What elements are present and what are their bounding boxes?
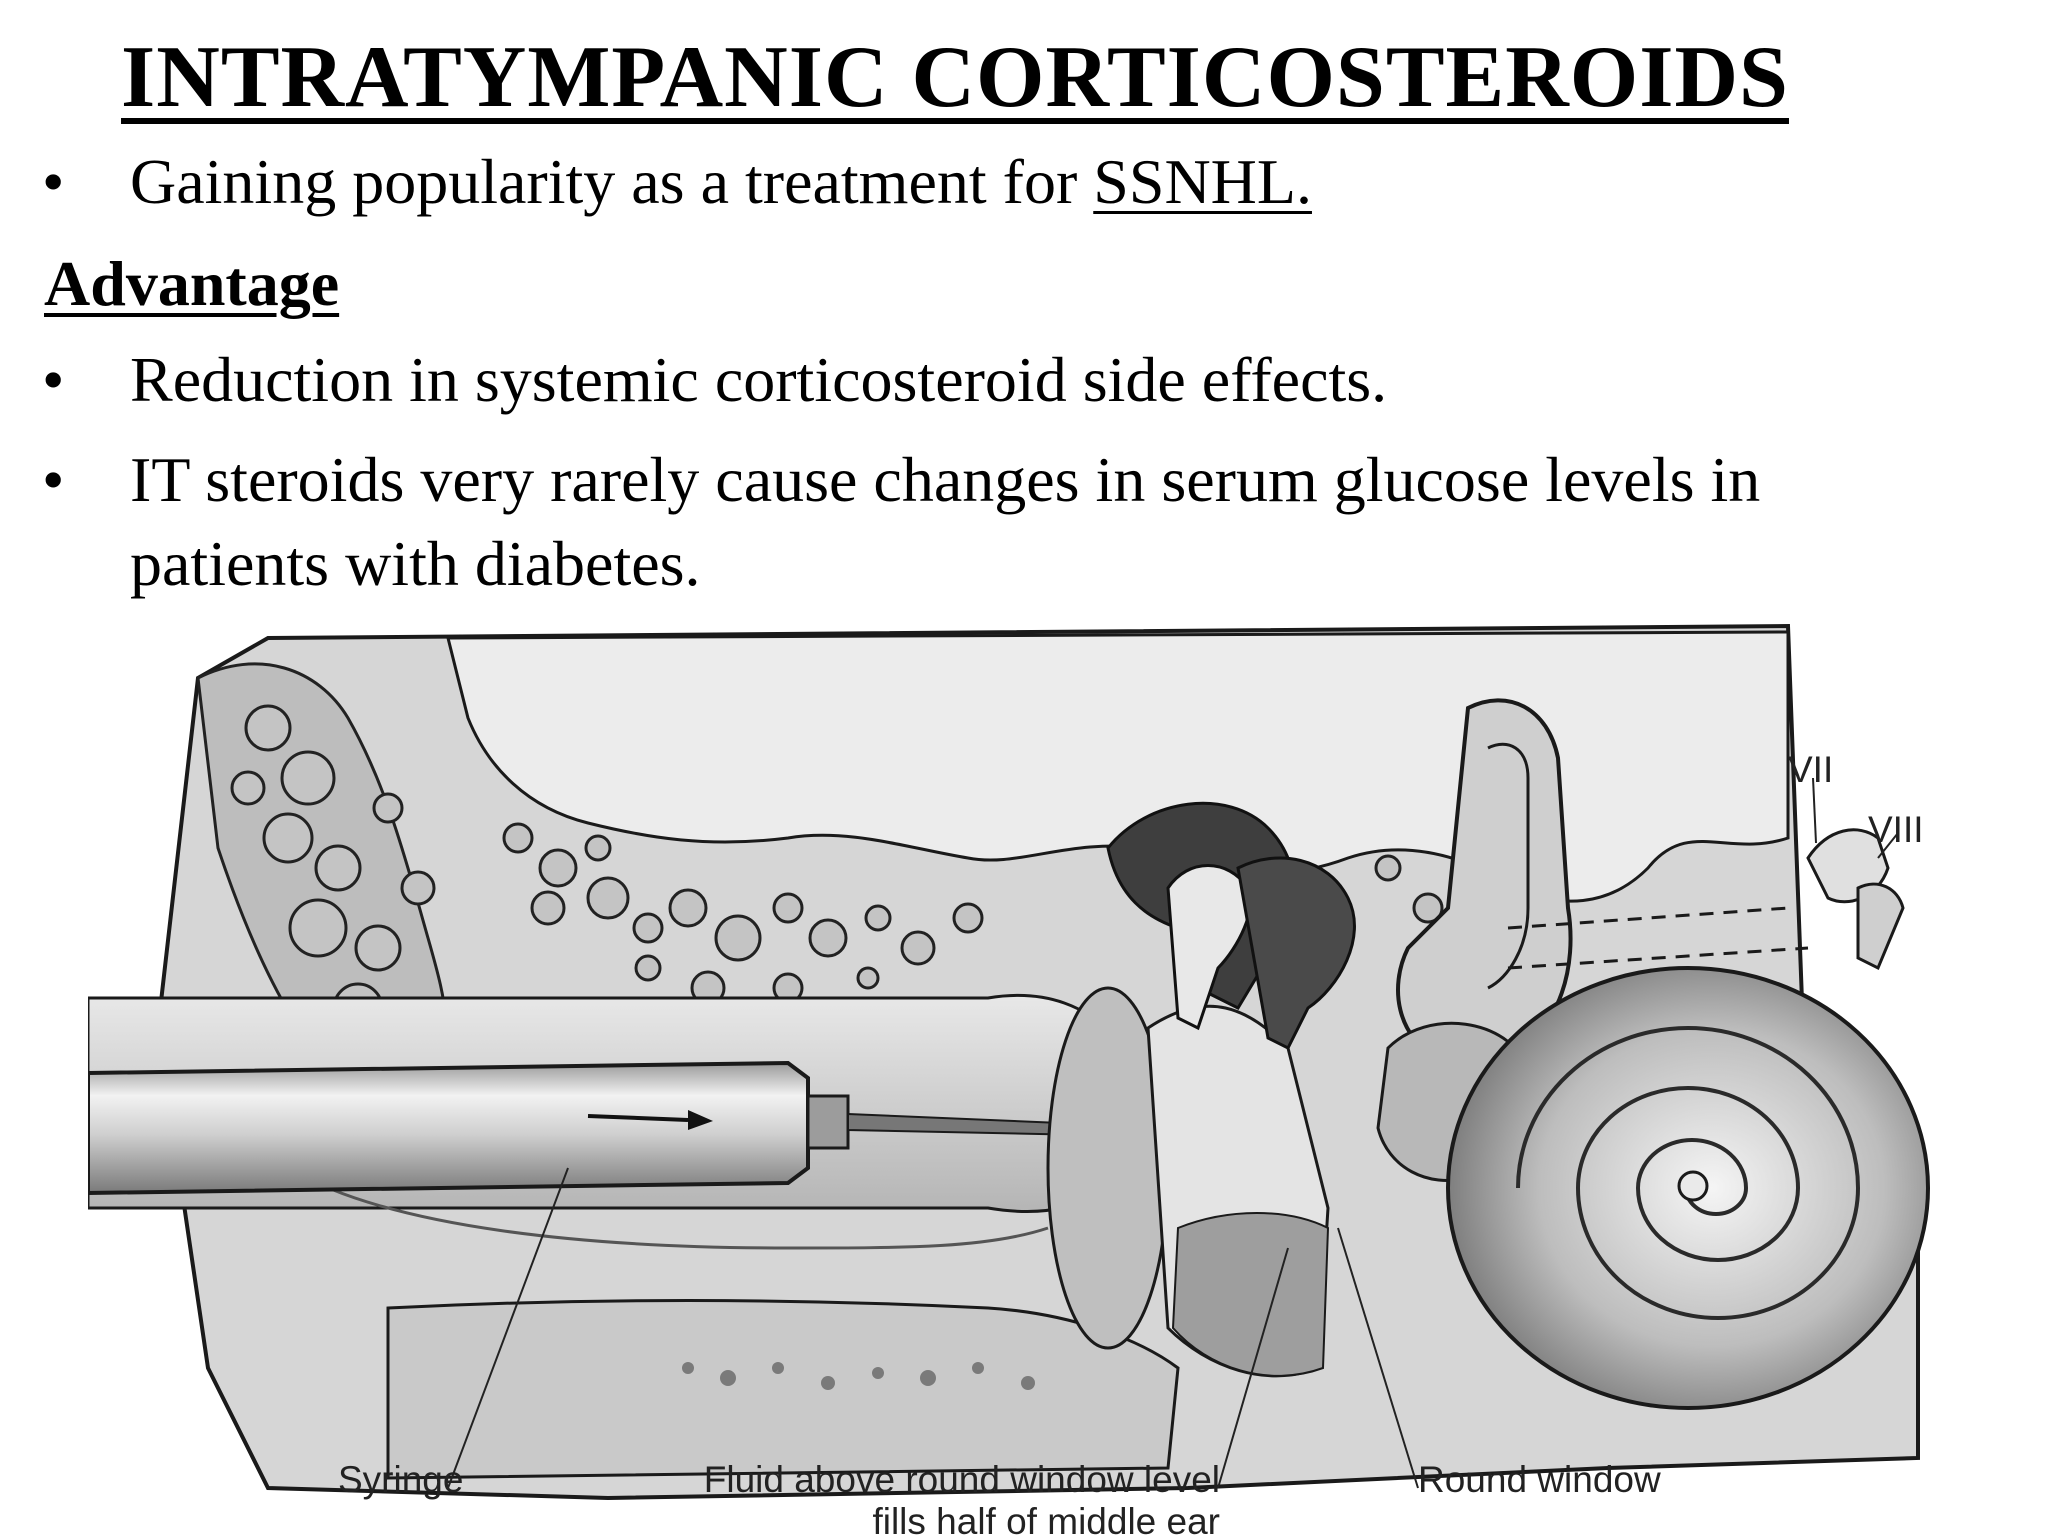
- advantage-heading: Advantage: [44, 248, 340, 319]
- bullet-marker: •: [42, 146, 65, 217]
- cochlea: [1448, 968, 1928, 1408]
- bullet-marker: •: [42, 444, 65, 515]
- intro-text: [130, 140, 1996, 224]
- label-fluid-line-2: fills half of middle ear: [872, 1501, 1220, 1536]
- ssnhl-term: SSNHL.: [1093, 146, 1312, 217]
- slide-title: INTRATYMPANIC CORTICOSTEROIDS: [121, 29, 1789, 126]
- label-vii: VII: [1788, 749, 1834, 790]
- label-viii: VIII: [1868, 809, 1924, 850]
- advantage-text-2-line-2: patients with diabetes.: [130, 528, 701, 599]
- advantage-text-2: [130, 438, 1996, 606]
- intro-text-main: Gaining popularity as a treatment for: [130, 146, 1094, 217]
- label-syringe: Syringe: [338, 1459, 464, 1500]
- advantage-bullet-2: [36, 438, 1996, 606]
- advantage-text-1: Reduction in systemic corticosteroid side effects.: [130, 344, 1388, 415]
- advantage-bullet-1: [36, 338, 1996, 422]
- label-fluid-line-1: Fluid above round window level: [703, 1459, 1220, 1500]
- advantage-text-2-line-1: IT steroids very rarely cause changes in serum glucose levels in: [130, 444, 1761, 515]
- label-round-window: Round window: [1418, 1459, 1661, 1500]
- bullet-marker: •: [42, 344, 65, 415]
- intro-bullet: [36, 140, 1996, 224]
- ear-injection-illustration: [88, 608, 1968, 1536]
